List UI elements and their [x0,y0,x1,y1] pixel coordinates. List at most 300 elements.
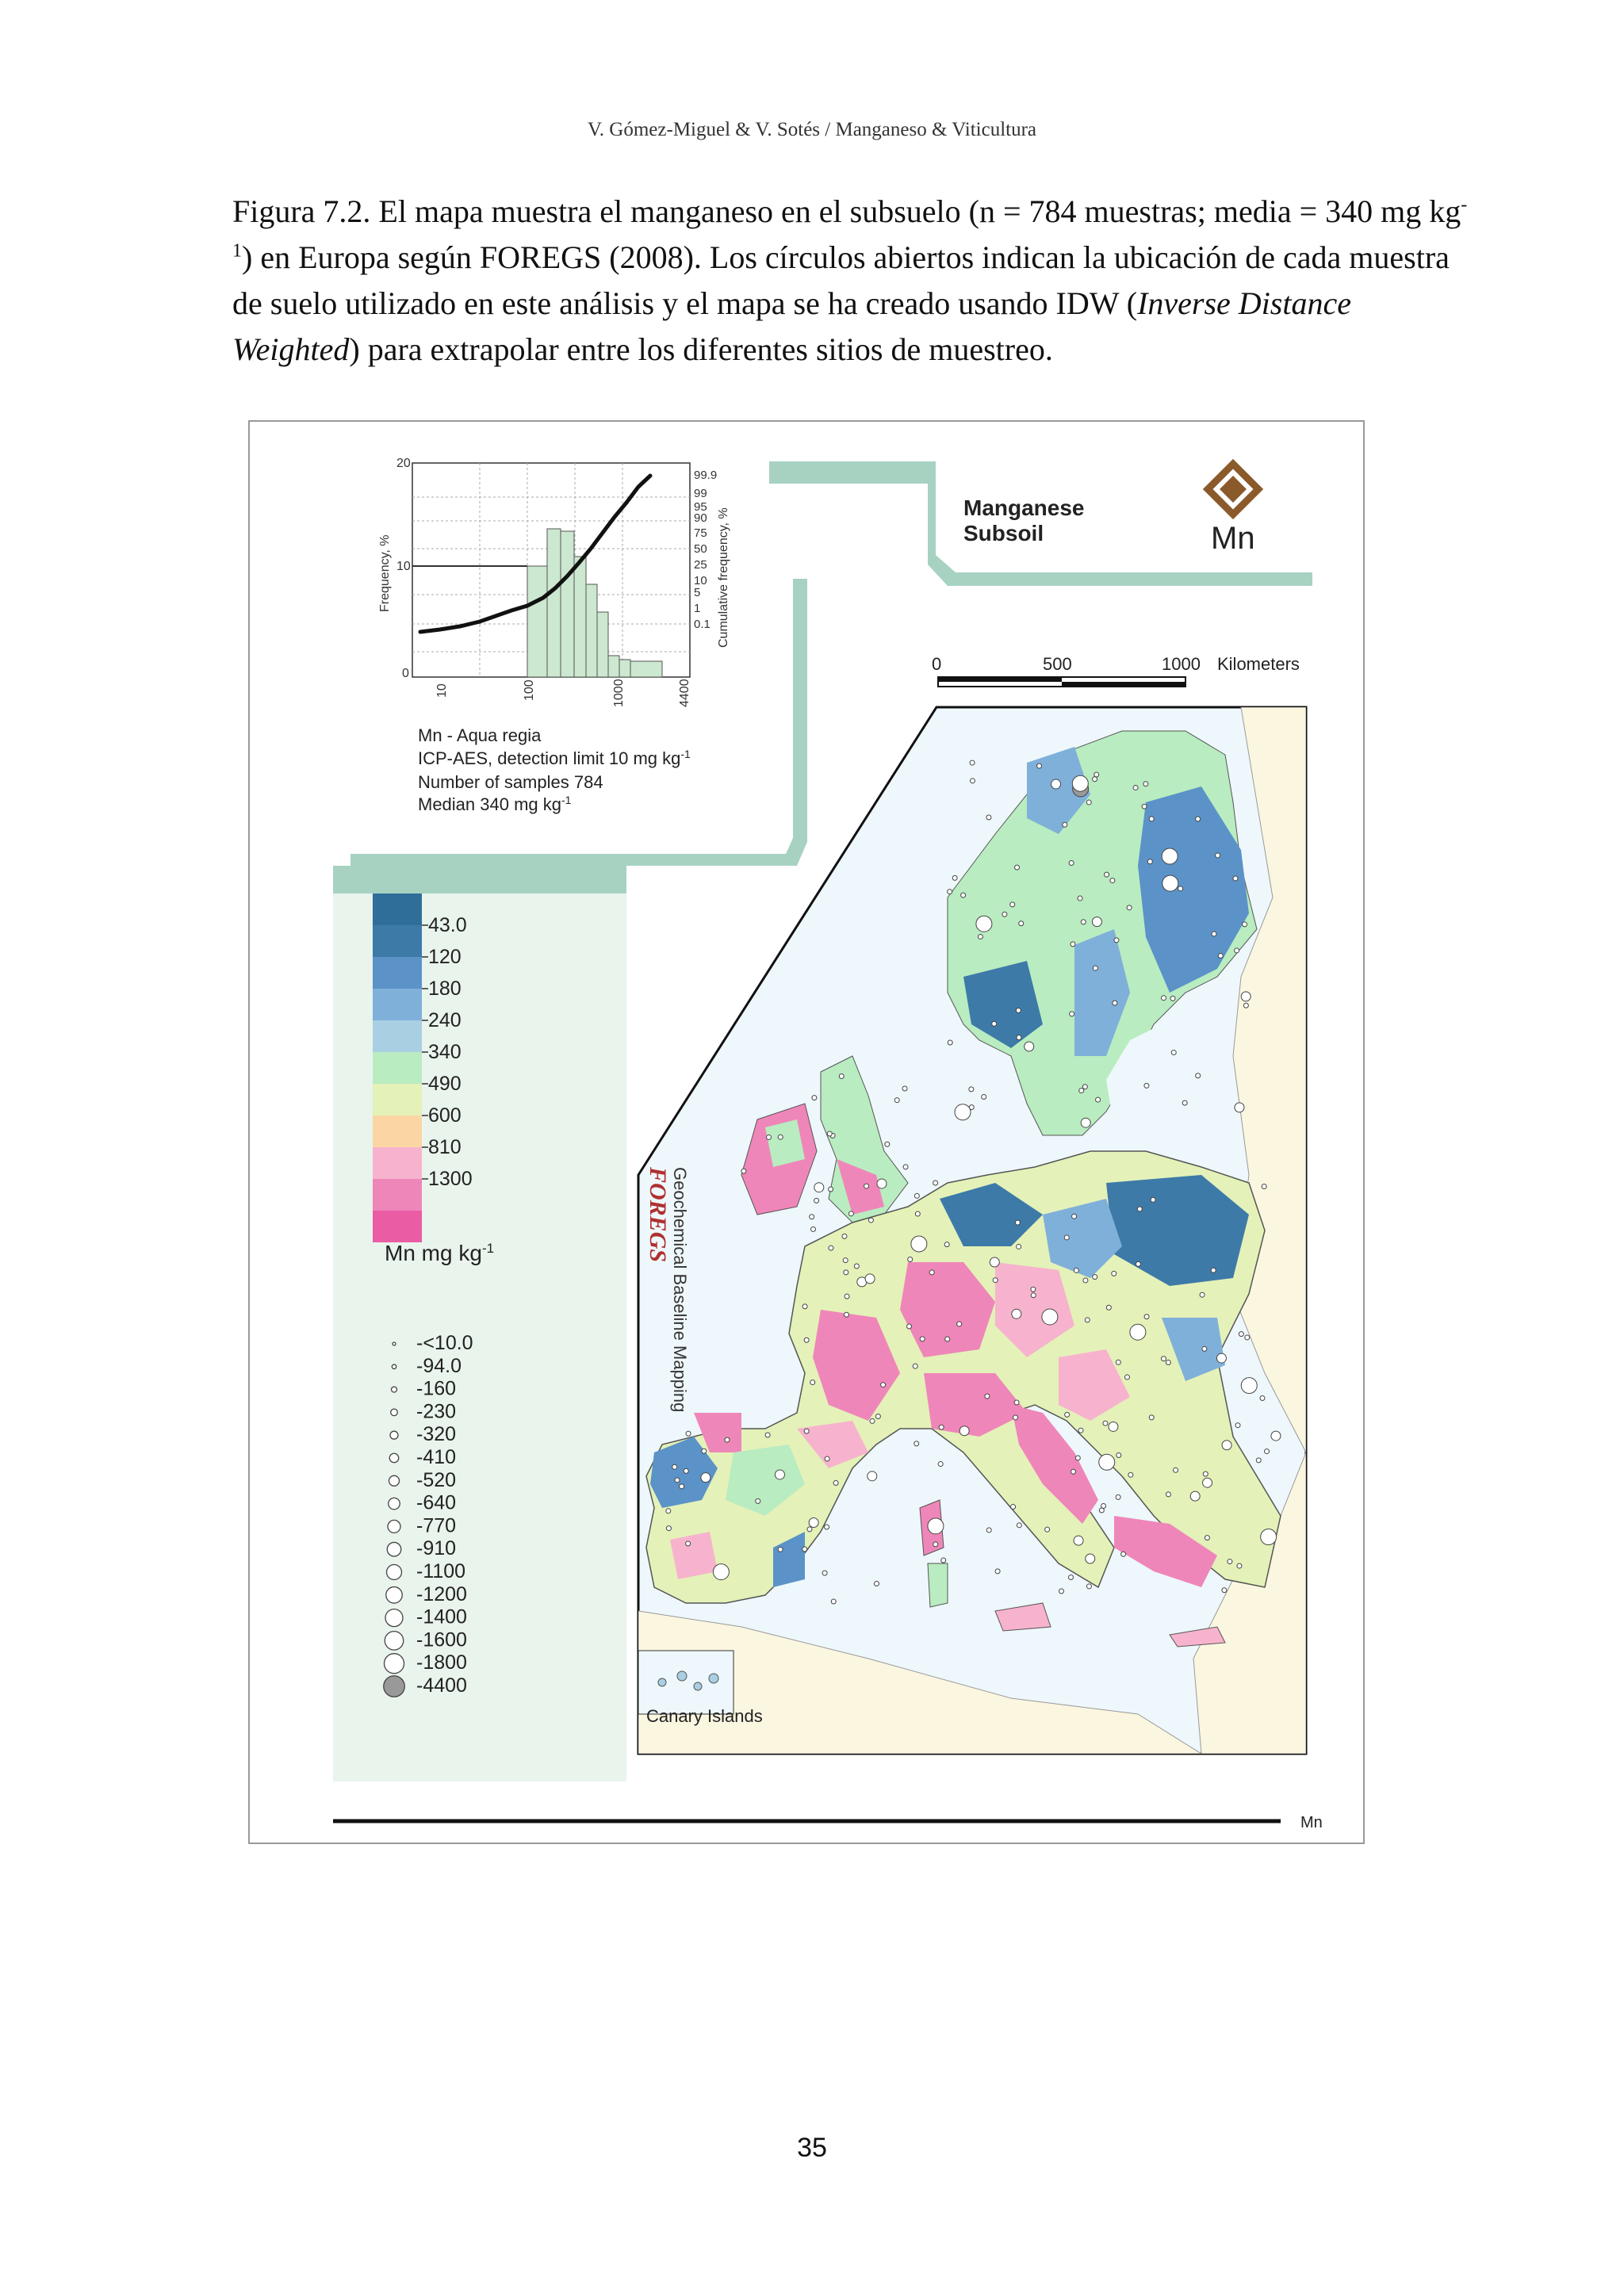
sample-dot [833,1480,838,1485]
sample-dot [829,1187,833,1192]
sample-dot [1211,1268,1216,1272]
sample-dot [1017,1244,1021,1249]
sample-dot [741,1169,746,1173]
sample-dot [1235,1103,1244,1112]
sample-dot [1064,1235,1069,1240]
sample-dot [1142,804,1147,809]
sample-dot [1162,875,1178,891]
method-line-3: Number of samples 784 [418,772,603,792]
legend-swatch [373,1147,422,1179]
sample-dot [1081,1118,1090,1127]
sample-dot [874,1581,879,1586]
canary-islands-label: Canary Islands [646,1706,763,1726]
sample-dot [666,1526,671,1531]
legend-class-label: 810 [428,1136,462,1158]
sample-dot [881,1383,886,1387]
sample-dot [854,1264,859,1269]
legend-symbol [385,1654,404,1674]
sample-dot [915,1211,920,1216]
sample-dot [1245,1335,1250,1340]
sample-dot [1078,1428,1083,1433]
legend-unit-sup: -1 [481,1241,495,1256]
sample-dot [1072,1214,1077,1219]
hist-right-ticks [694,469,730,648]
sample-dot [725,1437,730,1442]
sample-dot [1202,1346,1207,1351]
legend-class-label: 240 [428,1009,462,1031]
sample-dot [1260,1395,1265,1400]
legend-symbol-label: -410 [416,1446,457,1468]
sample-dot [1241,992,1251,1001]
sample-dot [1262,1184,1266,1189]
sample-dot [1182,1100,1187,1105]
sample-dot [914,1441,919,1446]
sample-dot [672,1464,677,1469]
sample-dot [1068,1575,1073,1580]
svg-text:ICP-AES, detection limit 10 mg [418,748,691,768]
sample-dot [1143,782,1148,786]
sample-dot [1042,1309,1058,1325]
sample-dot [1170,996,1175,1001]
sample-dot [885,1142,890,1146]
sample-dot [938,1462,943,1467]
legend-symbol [387,1565,402,1580]
sample-dot [765,1433,770,1437]
sample-dot [976,916,992,932]
legend-class-label: 490 [428,1073,462,1095]
legend-symbol-label: -230 [416,1400,457,1423]
sample-dot [1092,917,1101,927]
legend-swatch [373,894,422,925]
legend-unit-label: Mn mg kg [385,1241,482,1265]
sample-dot [864,1184,869,1188]
legend-symbol [389,1475,400,1486]
sample-dot [1151,1197,1155,1202]
method-text [418,725,691,814]
legend-symbol-label: -<10.0 [416,1332,473,1354]
legend-class-label: 120 [428,946,462,968]
sample-dot [986,815,991,820]
foregs-logo: FOREGS [645,1167,671,1263]
sample-dot [944,1242,949,1247]
sample-dot [1144,1083,1149,1088]
sample-dot [1074,1268,1078,1272]
hist-right-tick: 10 [694,574,707,587]
hist-x-tick: 10 [435,683,449,698]
legend-symbol-label: -320 [416,1423,457,1446]
sample-dot [684,1468,688,1473]
legend-class-label: 1300 [428,1168,473,1190]
sample-dot [839,1074,844,1079]
sample-dot [1072,775,1088,791]
legend-swatch [373,989,422,1020]
sample-dot [1203,1471,1208,1476]
sample-dot [957,1322,962,1326]
sample-dot [1082,1085,1087,1089]
sample-dot [702,1448,707,1453]
legend-symbol-label: -1200 [416,1582,467,1605]
legend-symbol [387,1542,401,1556]
sample-dot [1239,1332,1243,1337]
sample-dot [1019,921,1024,926]
hist-right-tick: 90 [694,511,707,525]
sample-dot [1083,1278,1088,1283]
map-title-line-1: Manganese [963,496,1085,520]
running-head: V. Gómez-Miguel & V. Sotés / Manganeso & Viticultura [587,119,1037,140]
sample-dot [1228,1559,1232,1564]
sample-dot [1212,932,1216,936]
sample-dot [985,1394,990,1399]
sample-dot [675,1478,680,1483]
hist-x-tick: 4400 [678,679,691,707]
element-symbol: Mn [1211,521,1255,556]
method-line-1: Mn - Aqua regia [418,725,542,745]
legend-class-label: 340 [428,1041,462,1063]
sample-dot [903,1165,908,1169]
sample-dot [1074,1536,1083,1545]
caption-superscript: -1 [232,194,1468,262]
sample-dot [939,1425,944,1429]
sample-dot [807,1527,812,1532]
sample-dot [1144,1314,1149,1319]
sample-dot [961,893,966,897]
hist-x-tick: 1000 [612,679,626,707]
sample-dot [920,1337,925,1341]
sample-dot [1137,1207,1142,1211]
sample-dot [1113,1001,1117,1005]
hist-right-tick: 99 [694,487,707,500]
sample-dot [1116,1453,1121,1458]
sample-dot [827,1131,832,1136]
legend-symbol-label: -1800 [416,1651,467,1674]
foregs-subtitle: Geochemical Baseline Mapping [670,1167,690,1413]
sample-dot [1025,1042,1034,1051]
hist-right-tick: 25 [694,558,707,572]
sample-dot [1136,1261,1140,1266]
sample-dot [1233,876,1238,881]
sample-dot [914,1193,919,1198]
manganese-map-figure [248,420,1365,1844]
sample-dot [995,1569,1000,1574]
sample-dot [1103,1421,1108,1425]
sample-dot [778,1135,783,1139]
legend-symbol-label: -520 [416,1468,457,1491]
sample-dot [906,1324,911,1329]
sample-dot [802,1304,807,1309]
sample-dot [1256,1458,1261,1463]
sample-dot [1237,1563,1242,1568]
sample-dot [941,1558,946,1563]
sample-dot [1093,966,1097,970]
hist-right-tick: 75 [694,526,707,540]
sample-dot [812,1096,817,1100]
legend-symbol [388,1520,400,1533]
hist-right-tick: 5 [694,586,701,599]
legend-symbol [391,1409,398,1416]
method-line-2: ICP-AES, detection limit 10 mg kg [418,748,681,768]
sample-dot [933,1181,938,1185]
sample-dot [1271,1431,1281,1441]
sample-dot [868,1218,873,1223]
sample-dot [1112,1271,1116,1276]
sample-dot [1075,1456,1080,1460]
sample-dot [1130,1324,1146,1340]
legend-symbol [385,1609,403,1627]
sample-dot [1015,865,1020,870]
sample-dot [686,1541,691,1546]
sample-dot [1116,1360,1120,1364]
sample-dot [756,1498,760,1503]
sample-dot [810,1380,815,1385]
sample-dot [680,1484,684,1489]
sample-dot [908,1257,913,1261]
sample-dot [1216,1353,1226,1363]
legend-symbol [384,1676,405,1697]
sample-dot [778,1547,783,1552]
sample-dot [969,1087,974,1092]
hist-y-tick: 10 [396,560,411,573]
sample-dot [1171,1050,1176,1055]
sample-dot [1106,1305,1111,1310]
sample-dot [1081,920,1086,924]
sample-dot [1063,822,1067,827]
page-number: 35 [797,2133,827,2163]
hist-right-label: Cumulative frequency, % [717,507,730,648]
legend-symbol [389,1453,399,1463]
sample-dot [1265,1449,1270,1454]
sample-dot [1014,1400,1019,1405]
element-logo-icon [1203,459,1263,519]
sample-dot [1085,1318,1090,1322]
legend-symbol-label: -1600 [416,1628,467,1651]
sample-dot [1109,1422,1118,1431]
sample-dot [913,1364,917,1368]
sample-dot [952,875,957,880]
sample-dot [1010,902,1015,907]
sample-dot [811,1226,816,1231]
sample-dot [1017,1035,1021,1040]
sample-dot [1070,1012,1074,1016]
sample-dot [825,1456,829,1461]
sample-dot [959,1426,969,1436]
sample-dot [1012,1309,1021,1318]
sample-dot [802,1547,807,1552]
hist-right-tick: 0.1 [694,618,710,631]
sample-dot [829,1246,833,1250]
sample-dot [1190,1491,1200,1501]
scale-tick-1000: 1000 [1162,654,1201,674]
method-line-4: Median 340 mg kg [418,794,561,814]
sample-dot [1096,1097,1101,1102]
sample-dot [775,1470,784,1479]
sample-dot [1133,785,1138,790]
sample-dot [970,779,975,783]
legend-symbol [390,1431,398,1439]
sample-dot [1166,1360,1170,1364]
hist-y-tick: 0 [402,667,409,680]
scale-tick-0: 0 [932,654,942,674]
sample-dot [969,1105,974,1110]
sample-dot [1099,1454,1115,1470]
legend-symbol-label: -1400 [416,1605,467,1628]
sample-dot [1196,817,1201,821]
sample-dot [945,1337,950,1341]
sample-dot [1065,1412,1070,1417]
hist-right-tick: 1 [694,602,701,615]
hist-right-tick: 50 [694,542,707,556]
sample-dot [848,1211,853,1216]
sample-dot [1069,861,1074,866]
caption-part-1: Figura 7.2. El mapa muestra el manganeso en el subsuelo (n = 784 muestras; media = 340 mg kg [232,193,1461,229]
hist-x-tick: 100 [523,679,536,701]
sample-dot [713,1564,729,1580]
legend-swatch [373,1020,422,1052]
legend-symbol-label: -94.0 [416,1354,462,1377]
legend-symbol-label: -1100 [416,1560,466,1582]
sample-dot [1094,772,1099,777]
sample-dot [1071,942,1075,947]
legend-swatch [373,1052,422,1084]
sample-dot [1222,1588,1227,1593]
sample-dot [814,1198,819,1203]
sample-dot [1017,1523,1021,1528]
sample-dot [831,1599,836,1604]
method-line-4-sup: -1 [561,794,572,806]
sample-dot [948,1040,952,1045]
sample-dot [1161,996,1166,1001]
sample-dot [1149,817,1154,821]
sample-dot [1116,1494,1120,1499]
sample-dot [1071,1469,1076,1474]
sample-dot [1015,1220,1020,1225]
caption-italic: Inverse Distance Weighted [232,285,1351,367]
caption-part-3: ) para extrapolar entre los diferentes sitios de muestreo. [349,331,1053,367]
sample-dot [1235,948,1239,953]
sample-dot [868,1471,877,1481]
sample-dot [1128,1472,1133,1477]
sample-dot [1124,1375,1129,1380]
sample-dot [1011,1505,1016,1510]
sample-dot [804,1337,809,1342]
sample-dot [990,1257,999,1267]
sample-dot [822,1571,827,1575]
sample-dot [928,1518,944,1534]
hist-y-tick: 20 [396,457,411,470]
sample-dot [875,1414,880,1418]
sample-dot [1086,1584,1091,1589]
sample-dot [1147,859,1152,864]
hist-y-label: Frequency, % [378,534,392,612]
legend-symbol [385,1632,404,1651]
legend-swatch [373,1115,422,1147]
sample-dot [948,890,952,894]
scale-tick-500: 500 [1043,654,1072,674]
sample-dot [814,1183,824,1192]
sample-dot [701,1473,710,1483]
scale-bar [932,654,1300,687]
sample-dot [810,1215,814,1219]
legend-swatch [373,1211,422,1242]
legend-swatch [373,1179,422,1211]
hist-right-tick: 99.9 [694,469,718,482]
sample-dot [1099,1508,1104,1513]
sample-dot [970,760,975,765]
sample-dot [1218,954,1223,959]
sample-dot [982,1095,986,1100]
sample-dot [845,1294,849,1299]
sample-dot [1243,1003,1248,1008]
sample-dot [955,1104,971,1120]
sample-dot [877,1179,887,1188]
sample-dot [1121,1552,1126,1556]
map-title-line-2: Subsoil [963,521,1044,545]
sample-dot [1002,912,1007,916]
sample-dot [1196,1073,1201,1078]
legend-symbol-label: -4400 [416,1674,467,1697]
legend-class-label: 43.0 [428,914,467,936]
sample-dot [767,1135,772,1139]
sample-dot [1086,800,1091,805]
sample-dot [1078,896,1082,901]
legend-swatch [373,957,422,989]
sample-dot [844,1312,848,1317]
legend-symbol-label: -770 [416,1514,457,1537]
sample-dot [902,1086,907,1091]
sample-dot [1037,763,1042,768]
legend-symbol [389,1498,400,1510]
sample-dot [844,1270,848,1275]
legend-symbol [393,1342,396,1345]
sample-dot [1178,886,1183,891]
sample-dot [992,1021,997,1026]
sample-dot [911,1236,927,1252]
sample-dot [1059,1589,1063,1594]
sample-dot [666,1509,671,1513]
legend-symbol-label: -640 [416,1491,457,1514]
sample-dot [686,1431,691,1436]
figure-footer-symbol: Mn [1300,1814,1323,1831]
sample-dot [1016,1008,1021,1013]
sample-dot [1086,1554,1095,1563]
legend-symbol [392,1387,397,1392]
svg-text:Mn mg kg-1 [385,1241,494,1265]
svg-text:Median 340 mg kg-1 [418,794,572,814]
hist-right-tick: 95 [694,500,707,514]
legend-class-label: 600 [428,1104,462,1127]
sample-dot [1051,779,1061,789]
sample-dot [1093,1275,1097,1280]
sample-dot [1166,1492,1170,1497]
legend-symbol [386,1587,403,1604]
sample-dot [1203,1478,1212,1487]
sample-dot [1161,1357,1166,1361]
scale-unit: Kilometers [1217,654,1300,674]
sample-dot [842,1234,847,1238]
sample-dot [1216,853,1220,858]
sample-dot [1235,1423,1240,1428]
histogram [378,457,730,707]
legend-class-label: 180 [428,978,462,1000]
sample-dot [1031,1293,1036,1298]
sample-dot [804,1429,809,1433]
sample-dot [1243,922,1247,927]
sample-dot [1079,1089,1084,1093]
sample-dot [1013,1415,1018,1420]
sample-dot [809,1518,818,1528]
sample-dot [1149,1415,1154,1420]
sample-dot [1222,1441,1231,1450]
sample-dot [1093,777,1097,782]
